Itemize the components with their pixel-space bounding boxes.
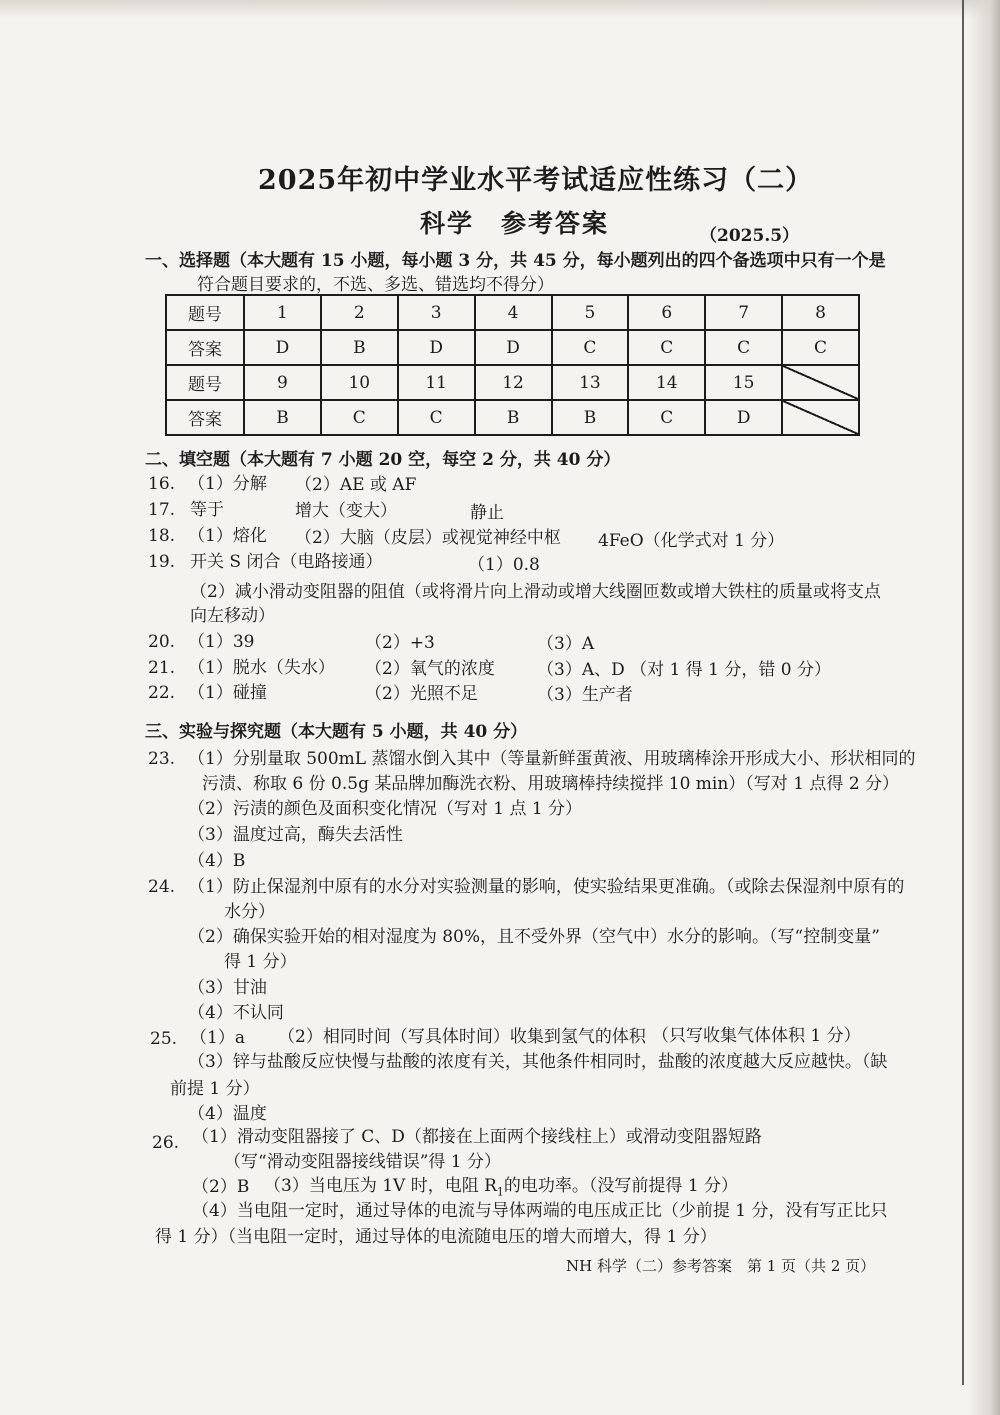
q26-line-3b-text: （3）当电压为 1V 时，电阻 R: [264, 1176, 497, 1196]
q25-line-4: （4）温度: [188, 1104, 267, 1124]
question-number: 9: [244, 365, 321, 400]
question-number: 13: [552, 365, 629, 400]
q25-number: 25.: [150, 1029, 178, 1049]
row-label: 题号: [166, 365, 244, 400]
question-number: 15: [705, 365, 782, 400]
q16-answer-2: （2）AE 或 AF: [295, 475, 417, 495]
page-footer: NH 科学（二）参考答案 第 1 页（共 2 页）: [566, 1257, 876, 1275]
answer-cell: D: [475, 330, 552, 365]
table-row: [166, 330, 859, 365]
page-title: 2025年初中学业水平考试适应性练习（二）: [258, 165, 814, 196]
q21-answer-1: （1）脱水（失水）: [188, 658, 335, 678]
q25-line-1a: （1）a: [190, 1028, 245, 1048]
q25-line-1b: （2）相同时间（写具体时间）收集到氢气的体积: [278, 1027, 646, 1047]
empty-slash-cell: [782, 400, 859, 435]
q24-line-2: 水分）: [224, 902, 275, 922]
q23-number: 23.: [148, 749, 176, 769]
question-number: 4: [475, 295, 552, 330]
q20-number: 20.: [148, 632, 176, 652]
resistor-subscript: 1: [496, 1185, 504, 1199]
row-label: 题号: [166, 295, 244, 330]
q17-answer-2: 增大（变大）: [295, 501, 397, 521]
section1-heading-cont: 符合题目要求的，不选、多选、错选均不得分）: [197, 275, 554, 295]
table-row: [166, 365, 859, 400]
q23-line-3: （2）污渍的颜色及面积变化情况（写对 1 点 1 分）: [188, 799, 583, 819]
section1-heading: 一、选择题（本大题有 15 小题，每小题 3 分，共 45 分，每小题列出的四个备选项中只有一个是: [145, 251, 886, 271]
q21-number: 21.: [148, 658, 176, 678]
q19-answer-2: （1）0.8: [468, 555, 540, 575]
question-number: 5: [552, 295, 629, 330]
q22-answer-3: （3）生产者: [537, 685, 633, 705]
q25-line-2: （3）锌与盐酸反应快慢与盐酸的浓度有关，其他条件相同时，盐酸的浓度越大反应越快。（缺: [188, 1052, 888, 1072]
q18-answer-1: （1）熔化: [188, 526, 267, 546]
q17-number: 17.: [148, 500, 176, 520]
answer-cell: C: [398, 400, 475, 435]
q23-line-1: （1）分别量取 500mL 蒸馏水倒入其中（等量新鲜蛋黄液、用玻璃棒涂开形成大小、形状相同的: [188, 749, 916, 769]
answer-cell: C: [628, 330, 705, 365]
q26-line-3b-text-end: 的电功率。（没写前提得 1 分）: [503, 1176, 739, 1196]
answer-cell: D: [398, 330, 475, 365]
q26-number: 26.: [152, 1133, 180, 1153]
q18-number: 18.: [148, 526, 176, 546]
q25-line-1c: （只写收集气体体积 1 分）: [652, 1026, 861, 1046]
answer-cell: D: [244, 330, 321, 365]
q20-answer-1: （1）39: [188, 632, 255, 652]
q24-line-4: 得 1 分）: [224, 952, 297, 972]
q16-number: 16.: [148, 474, 176, 494]
answer-cell: B: [244, 400, 321, 435]
exam-date: （2025.5）: [700, 226, 800, 246]
section2-heading: 二、填空题（本大题有 7 小题 20 空，每空 2 分，共 40 分）: [145, 450, 621, 470]
q24-line-5: （3）甘油: [188, 978, 267, 998]
q26-line-5: 得 1 分）（当电阻一定时，通过导体的电流随电压的增大而增大，得 1 分）: [155, 1227, 717, 1247]
scan-right-edge: [968, 0, 1000, 1415]
answer-cell: C: [628, 400, 705, 435]
question-number: 8: [782, 295, 859, 330]
q26-line-1: （1）滑动变阻器接了 C、D（都接在上面两个接线柱上）或滑动变阻器短路: [192, 1127, 762, 1147]
question-number: 10: [321, 365, 398, 400]
q18-answer-2: （2）大脑（皮层）或视觉神经中枢: [295, 528, 561, 548]
q24-line-6: （4）不认同: [188, 1003, 284, 1023]
q19-answer-1: 开关 S 闭合（电路接通）: [190, 552, 383, 572]
q26-line-2: （写“滑动变阻器接线错误”得 1 分）: [224, 1152, 502, 1172]
q21-answer-3: （3）A、D （对 1 得 1 分，错 0 分）: [537, 660, 831, 680]
answer-cell: C: [705, 330, 782, 365]
answer-cell: B: [321, 330, 398, 365]
choice-answer-table: [165, 294, 860, 436]
answer-cell: B: [552, 400, 629, 435]
q19-answer-3: （2）减小滑动变阻器的阻值（或将滑片向上滑动或增大线圈匝数或增大铁柱的质量或将支点: [190, 582, 881, 602]
q20-answer-3: （3）A: [537, 634, 595, 654]
q22-answer-1: （1）碰撞: [188, 683, 267, 703]
question-number: 7: [705, 295, 782, 330]
table-row: [166, 400, 859, 435]
question-number: 11: [398, 365, 475, 400]
q19-answer-3-cont: 向左移动）: [190, 606, 275, 626]
question-number: 14: [628, 365, 705, 400]
answer-cell: C: [552, 330, 629, 365]
q17-answer-1: 等于: [190, 500, 224, 520]
question-number: 12: [475, 365, 552, 400]
empty-slash-cell: [782, 365, 859, 400]
q23-line-4: （3）温度过高，酶失去活性: [188, 825, 403, 845]
q26-line-3a: （2）B: [192, 1177, 250, 1197]
q19-number: 19.: [148, 552, 176, 572]
section3-heading: 三、实验与探究题（本大题有 5 小题，共 40 分）: [145, 722, 528, 742]
q26-line-4: （4）当电阻一定时，通过导体的电流与导体两端的电压成正比（少前提 1 分，没有写正比只: [192, 1201, 888, 1221]
question-number: 3: [398, 295, 475, 330]
q21-answer-2: （2）氧气的浓度: [365, 659, 495, 679]
q24-number: 24.: [148, 877, 176, 897]
q23-line-5: （4）B: [188, 851, 246, 871]
answer-cell: C: [321, 400, 398, 435]
page-subtitle: 科学 参考答案: [420, 209, 610, 238]
row-label: 答案: [166, 330, 244, 365]
scan-top-edge: [0, 0, 1000, 18]
table-row: [166, 295, 859, 330]
answer-cell: D: [705, 400, 782, 435]
q16-answer-1: （1）分解: [188, 474, 267, 494]
question-number: 2: [321, 295, 398, 330]
q22-number: 22.: [148, 683, 176, 703]
q24-line-1: （1）防止保湿剂中原有的水分对实验测量的影响，使实验结果更准确。（或除去保湿剂中原有的: [188, 877, 905, 897]
q18-answer-3: 4FeO（化学式对 1 分）: [598, 531, 785, 551]
question-number: 1: [244, 295, 321, 330]
q25-line-3: 前提 1 分）: [170, 1079, 260, 1099]
answer-cell: C: [782, 330, 859, 365]
q24-line-3: （2）确保实验开始的相对湿度为 80%，且不受外界（空气中）水分的影响。（写“控制变量”: [188, 927, 880, 947]
q23-line-2: 污渍、称取 6 份 0.5g 某品牌加酶洗衣粉、用玻璃棒持续搅拌 10 min）（写对 1 点得 2 分）: [202, 774, 900, 794]
question-number: 6: [628, 295, 705, 330]
row-label: 答案: [166, 400, 244, 435]
q17-answer-3: 静止: [470, 503, 504, 523]
answer-cell: B: [475, 400, 552, 435]
scan-edge-line: [962, 0, 964, 1385]
q20-answer-2: （2）+3: [365, 633, 435, 653]
q22-answer-2: （2）光照不足: [365, 684, 478, 704]
